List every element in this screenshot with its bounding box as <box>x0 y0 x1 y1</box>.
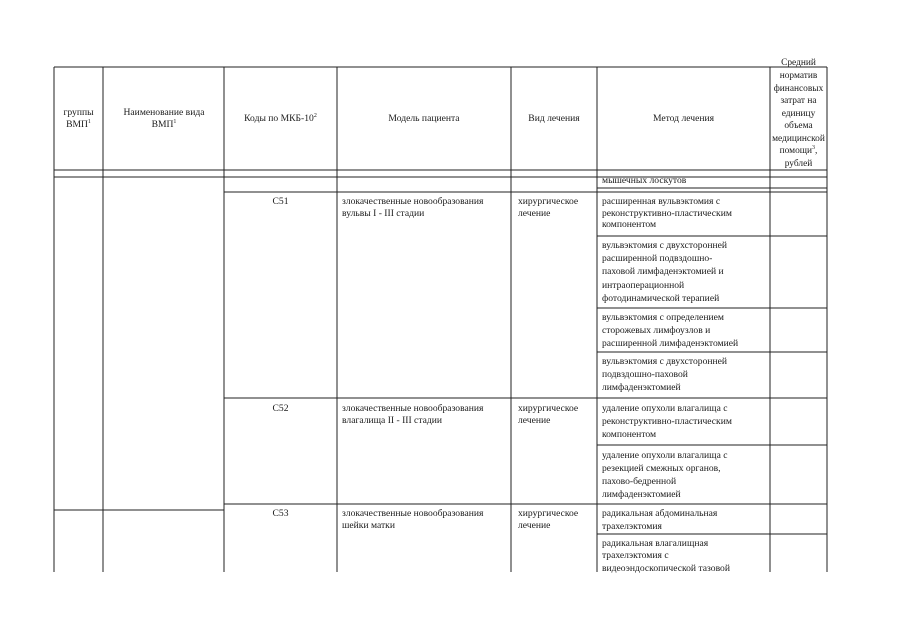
icd-code: C52 <box>272 403 289 414</box>
treatment-type: хирургическое лечение <box>518 403 579 426</box>
header-name: Наименование вида ВМП$^1$ <box>123 106 205 130</box>
method-text: удаление опухоли влагалища с резекцией смежных органов, пахово-бедренной лимфаденэктомией <box>602 450 728 500</box>
header-model: Модель пациента <box>388 112 460 124</box>
icd-code: C51 <box>272 196 289 207</box>
method-text: радикальная абдоминальная трахелэктомия <box>602 508 718 532</box>
header-method: Метод лечения <box>652 112 715 124</box>
icd-code: C53 <box>272 508 289 519</box>
method-text: мышечных лоскутов <box>602 175 687 186</box>
header-treatment-type: Вид лечения <box>528 112 580 124</box>
patient-model: злокачественные новообразования шейки матки <box>342 508 484 531</box>
method-text: радикальная влагалищная трахелэктомия с видеоэндоскопической тазовой <box>602 538 730 574</box>
method-text: вульвэктомия с двухсторонней расширенной подвздошно- паховой лимфаденэктомией и интраоперационной фотодинамической терапией <box>602 240 728 304</box>
method-text: вульвэктомия с определением сторожевых лимфоузлов и расширенной лимфаденэктомией <box>602 312 739 349</box>
treatment-type: хирургическое лечение <box>518 196 579 219</box>
header-codes: Коды по МКБ-$10^2$ <box>244 112 317 124</box>
method-text: расширенная вульвэктомия с реконструктивно-пластическим компонентом <box>602 196 732 231</box>
method-text: вульвэктомия с двухсторонней подвздошно-паховой лимфаденэктомией <box>602 356 728 393</box>
patient-model: злокачественные новообразования влагалища II - III стадии <box>342 403 484 426</box>
patient-model: злокачественные новообразования вульвы I - III стадии <box>342 196 484 219</box>
method-text: удаление опухоли влагалища с реконструктивно-пластическим компонентом <box>602 403 732 440</box>
header-group: группы ВМП$^1$ <box>63 106 94 130</box>
treatment-type: хирургическое лечение <box>518 508 579 531</box>
header-cost: Средний норматив финансовых затрат на единицу объема медицинской помощи$^3$, рублей <box>772 58 825 170</box>
